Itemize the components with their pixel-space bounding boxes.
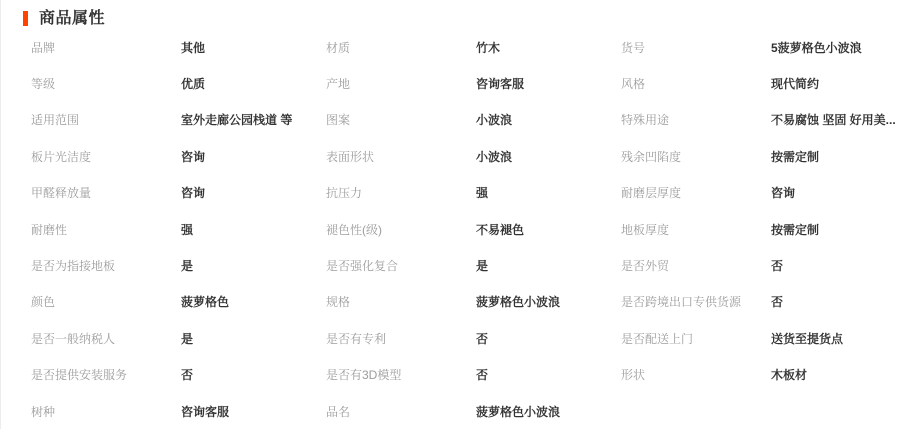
attribute-item	[326, 211, 621, 247]
attribute-label: 适用范围	[31, 113, 80, 128]
attribute-label: 是否有专利	[326, 331, 387, 346]
attribute-value: 菠萝格色小波浪	[476, 404, 561, 419]
attribute-item	[621, 29, 916, 65]
attribute-value: 咨询	[771, 186, 796, 201]
attribute-item	[326, 29, 621, 65]
attribute-item	[31, 320, 326, 356]
attribute-label: 颜色	[31, 295, 56, 310]
attribute-value: 咨询	[181, 186, 206, 201]
attribute-label: 抗压力	[326, 186, 363, 201]
attribute-label: 板片光洁度	[31, 149, 92, 164]
attribute-value: 室外走廊公园栈道 等	[181, 113, 293, 128]
attribute-item	[621, 284, 916, 320]
attribute-value: 否	[476, 331, 489, 346]
attribute-value: 否	[181, 368, 194, 383]
attribute-label: 耐磨性	[31, 222, 68, 237]
attribute-item	[621, 65, 916, 101]
attribute-value: 按需定制	[771, 222, 820, 237]
attribute-value: 现代简约	[771, 77, 820, 92]
attribute-item	[31, 29, 326, 65]
attribute-item	[326, 247, 621, 283]
attribute-label: 是否为指接地板	[31, 259, 116, 274]
attribute-label: 规格	[326, 295, 351, 310]
attribute-item	[621, 138, 916, 174]
attribute-item	[31, 175, 326, 211]
attribute-item	[621, 247, 916, 283]
attribute-label: 图案	[326, 113, 351, 128]
attribute-value: 咨询	[181, 149, 206, 164]
attribute-value: 否	[771, 259, 784, 274]
attribute-label: 褪色性(级)	[326, 222, 382, 237]
attribute-label: 货号	[621, 40, 646, 55]
attribute-item	[326, 65, 621, 101]
attribute-value: 咨询客服	[181, 404, 230, 419]
attribute-item	[326, 393, 621, 429]
attribute-label: 树种	[31, 404, 56, 419]
attribute-item	[31, 284, 326, 320]
attribute-item	[326, 284, 621, 320]
attribute-value: 不易腐蚀 坚固 好用美...	[771, 113, 896, 128]
attribute-item	[31, 138, 326, 174]
attribute-label: 材质	[326, 40, 351, 55]
attribute-value: 否	[771, 295, 784, 310]
attribute-value: 送货至提货点	[771, 331, 844, 346]
attribute-label: 是否有3D模型	[326, 368, 402, 383]
attribute-value: 是	[181, 259, 194, 274]
attribute-value: 5菠萝格色小波浪	[771, 40, 862, 55]
attribute-label: 特殊用途	[621, 113, 670, 128]
attribute-item	[31, 393, 326, 429]
attribute-value: 其他	[181, 40, 206, 55]
accent-bar-icon	[23, 11, 28, 26]
attribute-item	[326, 102, 621, 138]
attribute-item	[31, 247, 326, 283]
attribute-label: 地板厚度	[621, 222, 670, 237]
attribute-label: 品名	[326, 404, 351, 419]
section-header	[1, 0, 918, 29]
attribute-item	[326, 320, 621, 356]
attribute-label: 等级	[31, 77, 56, 92]
attribute-value: 优质	[181, 77, 206, 92]
attribute-label: 是否提供安装服务	[31, 368, 128, 383]
attribute-value: 是	[181, 331, 194, 346]
attribute-value: 否	[476, 368, 489, 383]
attribute-value: 小波浪	[476, 149, 513, 164]
attribute-value: 竹木	[476, 40, 501, 55]
attribute-label: 产地	[326, 77, 351, 92]
attribute-item	[621, 357, 916, 393]
attribute-value: 菠萝格色小波浪	[476, 295, 561, 310]
attribute-label: 是否配送上门	[621, 331, 694, 346]
attribute-value: 是	[476, 259, 489, 274]
attribute-value: 木板材	[771, 368, 808, 383]
attribute-label: 甲醛释放量	[31, 186, 92, 201]
attribute-item	[31, 65, 326, 101]
attribute-label: 品牌	[31, 40, 56, 55]
attribute-item	[621, 102, 916, 138]
attribute-label: 是否跨境出口专供货源	[621, 295, 742, 310]
attribute-label: 是否外贸	[621, 259, 670, 274]
attribute-value: 强	[181, 222, 194, 237]
attribute-value: 小波浪	[476, 113, 513, 128]
attribute-label: 表面形状	[326, 149, 375, 164]
attribute-item	[326, 357, 621, 393]
attribute-value: 不易褪色	[476, 222, 525, 237]
attribute-label: 是否强化复合	[326, 259, 399, 274]
attribute-value: 强	[476, 186, 489, 201]
attribute-item	[621, 320, 916, 356]
attribute-item	[326, 138, 621, 174]
attribute-label: 耐磨层厚度	[621, 186, 682, 201]
attribute-label: 是否一般纳税人	[31, 331, 116, 346]
attribute-item	[31, 102, 326, 138]
attribute-value: 咨询客服	[476, 77, 525, 92]
section-title: 商品属性	[39, 9, 106, 27]
attribute-label: 风格	[621, 77, 646, 92]
attribute-item	[326, 175, 621, 211]
attribute-label: 形状	[621, 368, 646, 383]
attribute-value: 按需定制	[771, 149, 820, 164]
attribute-item	[621, 175, 916, 211]
attribute-item	[31, 211, 326, 247]
attribute-label: 残余凹陷度	[621, 149, 682, 164]
attribute-value: 菠萝格色	[181, 295, 230, 310]
attributes-grid	[1, 29, 918, 429]
attribute-item	[621, 211, 916, 247]
attribute-item	[31, 357, 326, 393]
